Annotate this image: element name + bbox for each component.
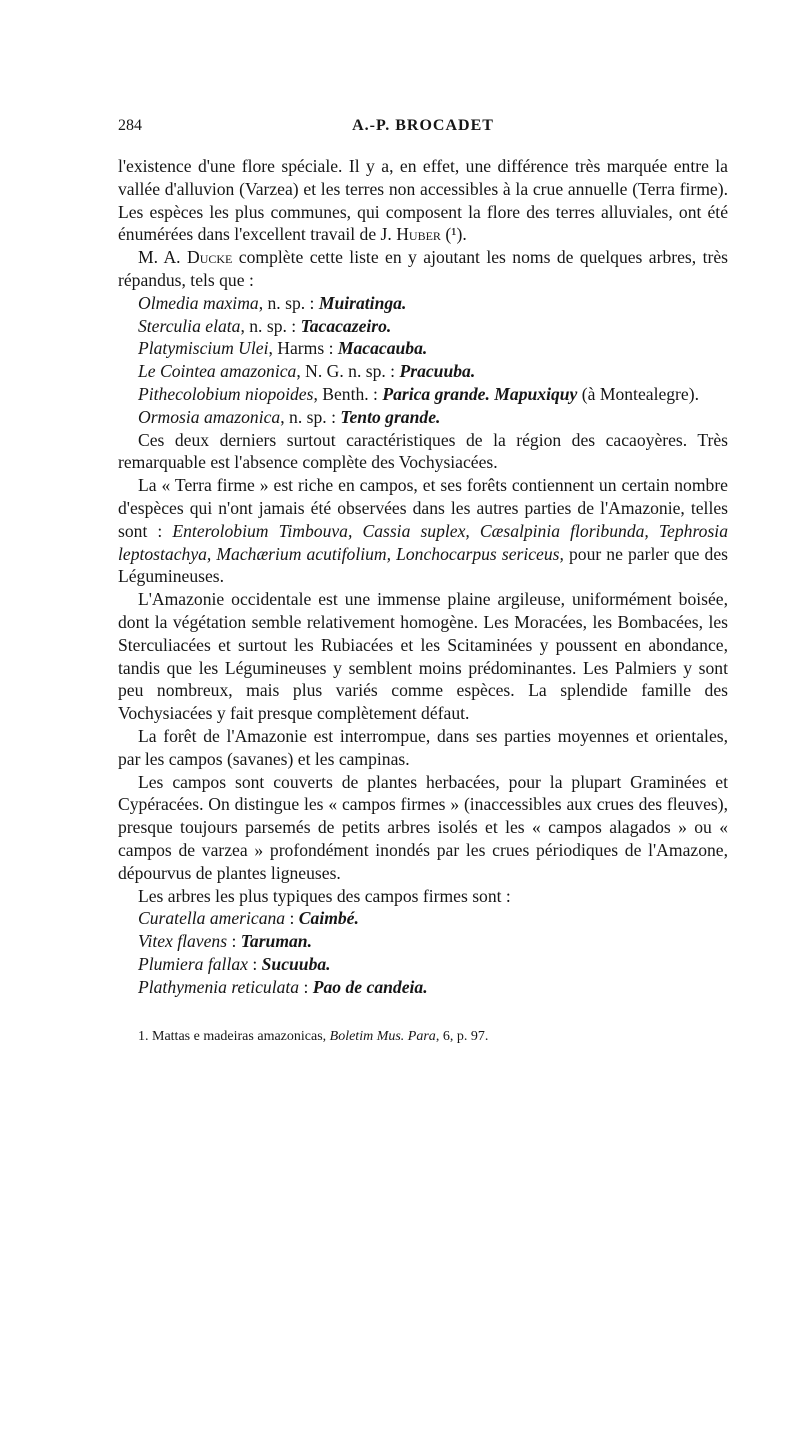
species-entry: Vitex flavens : Taruman. xyxy=(138,931,312,952)
running-head xyxy=(118,117,728,143)
body-text xyxy=(118,155,728,998)
species-list-1 xyxy=(118,292,728,429)
footnote-journal: Boletim Mus. Para xyxy=(329,1029,436,1045)
species-entry: Sterculia elata, n. sp. : Tacacazeiro. xyxy=(138,315,392,336)
species-entry: Plumiera fallax : Sucuuba. xyxy=(138,953,331,974)
page xyxy=(0,117,800,1450)
running-title: A.-P. BROCADET xyxy=(352,117,494,134)
paragraph-4: La « Terra firme » est riche en campos, et ses forêts contiennent un certain nombre d'espèces qui n'ont jamais été observées dans les autres parties de l'Amazonie, telles sont : Enterolobium Timbouva, Cassia suplex, Cæsalpinia floribunda, Tephrosia leptostachya, Machærium acutifolium, Lonchocarpus sericeus, pour ne parler que des Légumineuses. xyxy=(118,475,728,587)
page-number: 284 xyxy=(118,117,142,134)
author-huber: Huber xyxy=(396,224,441,245)
species-entry: Plathymenia reticulata : Pao de candeia. xyxy=(138,976,428,997)
paragraph-8: Les arbres les plus typiques des campos firmes sont : xyxy=(138,885,511,906)
footnote-number: 1. xyxy=(138,1029,149,1045)
paragraph-7: Les campos sont couverts de plantes herbacées, pour la plupart Graminées et Cypéracées. On distingue les « campos firmes » (inaccessibles aux crues des fleuves), presque toujours parsemés de petits arbres isolés et les « campos alagados » ou « campos de varzea » profondément inondés par les crues périodiques de l'Amazone, dépourvus de plantes ligneuses. xyxy=(118,771,728,883)
paragraph-1: l'existence d'une flore spéciale. Il y a, en effet, une différence très marquée entre la vallée d'alluvion (Varzea) et les terres non accessibles à la crue annuelle (Terra firme). Les espèces les plus communes, qui composent la flore des terres alluviales, ont été énumérées dans l'excellent travail de J. Huber (¹). xyxy=(118,156,728,245)
footnote: 1. Mattas e madeiras amazonicas, Boletim Mus. Para, 6, p. 97. xyxy=(138,1029,489,1045)
species-entry: Curatella americana : Caimbé. xyxy=(138,908,359,929)
paragraph-5: L'Amazonie occidentale est une immense plaine argileuse, uniformément boisée, dont la végétation semble relativement homogène. Les Moracées, les Bombacées, les Sterculiacées et surtout les Rubiacées et les Scitaminées y poussent en abondance, tandis que les Légumineuses y semblent moins prédominantes. Les Palmiers y sont peu nombreux, mais plus variés comme espèces. La splendide famille des Vochysiacées y fait presque complètement défaut. xyxy=(118,589,728,724)
paragraph-6: La forêt de l'Amazonie est interrompue, dans ses parties moyennes et orientales, par les campos (savanes) et les campinas. xyxy=(118,725,728,769)
legume-species: Enterolobium Timbouva, Cassia suplex, Cæsalpinia floribunda, Tephrosia leptostachya, Machærium acutifolium, Lonchocarpus sericeus, xyxy=(118,520,728,564)
paragraph-3: Ces deux derniers surtout caractéristiques de la région des cacaoyères. Très remarquable est l'absence complète des Vochysiacées. xyxy=(118,429,728,473)
species-entry: Le Cointea amazonica, N. G. n. sp. : Pracuuba. xyxy=(138,361,476,382)
author-ducke: Ducke xyxy=(187,247,233,268)
species-entry: Platymiscium Ulei, Harms : Macacauba. xyxy=(138,338,428,359)
species-entry: Pithecolobium niopoides, Benth. : Parica grande. Mapuxiquy (à Montealegre). xyxy=(138,383,699,404)
species-list-2 xyxy=(118,907,728,998)
species-entry: Olmedia maxima, n. sp. : Muiratinga. xyxy=(138,292,407,313)
paragraph-2: M. A. Ducke complète cette liste en y ajoutant les noms de quelques arbres, très répandus, tels que : xyxy=(118,247,728,290)
species-entry: Ormosia amazonica, n. sp. : Tento grande. xyxy=(138,406,441,427)
